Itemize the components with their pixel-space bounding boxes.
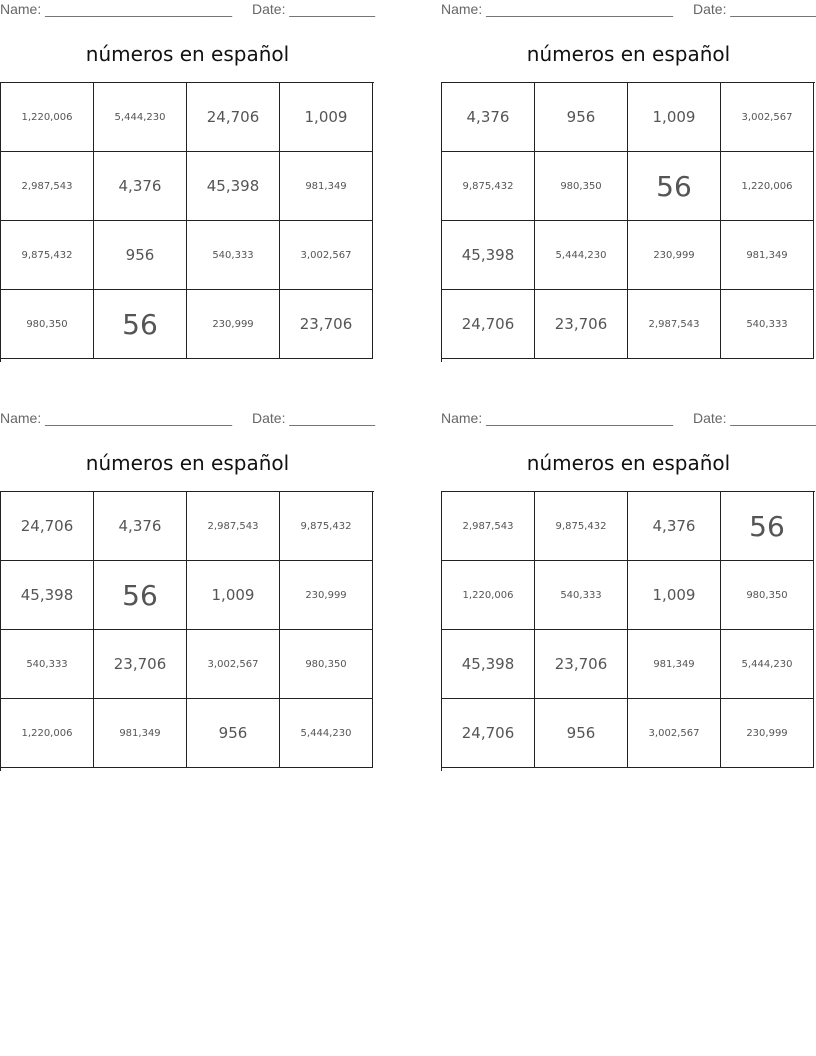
name-field: Name: ________________________	[441, 1, 673, 17]
name-field: Name: ________________________	[441, 410, 673, 426]
grid-cell: 3,002,567	[280, 221, 373, 290]
card-header	[0, 410, 375, 430]
grid-cell: 9,875,432	[442, 152, 535, 221]
card-title: números en español	[526, 451, 731, 475]
number-grid	[441, 82, 815, 362]
grid-cell: 2,987,543	[628, 290, 721, 359]
grid-cell: 981,349	[280, 152, 373, 221]
grid-cell: 45,398	[442, 221, 535, 290]
date-field: Date: ___________	[252, 1, 375, 17]
date-field: Date: ___________	[693, 410, 816, 426]
grid-cell: 56	[628, 152, 721, 221]
grid-cell: 1,009	[628, 561, 721, 630]
grid-cell: 5,444,230	[280, 699, 373, 768]
grid-cell: 540,333	[1, 630, 94, 699]
grid-cell: 45,398	[1, 561, 94, 630]
grid-cell: 2,987,543	[442, 492, 535, 561]
grid-cell: 4,376	[442, 83, 535, 152]
grid-cell: 980,350	[535, 152, 628, 221]
card-header	[441, 410, 816, 430]
grid-cell: 980,350	[280, 630, 373, 699]
number-grid	[0, 82, 374, 362]
grid-cell: 45,398	[442, 630, 535, 699]
number-grid	[441, 491, 815, 771]
grid-cell: 230,999	[721, 699, 814, 768]
grid-cell: 956	[94, 221, 187, 290]
grid-cell: 3,002,567	[721, 83, 814, 152]
grid-cell: 956	[535, 699, 628, 768]
grid-cell: 2,987,543	[1, 152, 94, 221]
card-title: números en español	[85, 451, 290, 475]
grid-cell: 23,706	[280, 290, 373, 359]
grid-cell: 540,333	[187, 221, 280, 290]
grid-cell: 45,398	[187, 152, 280, 221]
grid-cell: 981,349	[94, 699, 187, 768]
grid-cell: 230,999	[187, 290, 280, 359]
grid-cell: 24,706	[187, 83, 280, 152]
grid-cell: 56	[94, 561, 187, 630]
date-field: Date: ___________	[693, 1, 816, 17]
grid-cell: 3,002,567	[628, 699, 721, 768]
grid-cell: 1,220,006	[442, 561, 535, 630]
card-title: números en español	[526, 42, 731, 66]
grid-cell: 980,350	[1, 290, 94, 359]
grid-cell: 23,706	[535, 630, 628, 699]
grid-cell: 956	[187, 699, 280, 768]
card-header	[441, 1, 816, 21]
grid-cell: 4,376	[94, 492, 187, 561]
grid-cell: 1,009	[187, 561, 280, 630]
grid-cell: 56	[721, 492, 814, 561]
card-header	[0, 1, 375, 21]
grid-cell: 540,333	[535, 561, 628, 630]
date-field: Date: ___________	[252, 410, 375, 426]
grid-cell: 56	[94, 290, 187, 359]
grid-cell: 540,333	[721, 290, 814, 359]
grid-cell: 9,875,432	[535, 492, 628, 561]
name-field: Name: ________________________	[0, 1, 232, 17]
grid-cell: 981,349	[628, 630, 721, 699]
grid-cell: 24,706	[442, 290, 535, 359]
name-field: Name: ________________________	[0, 410, 232, 426]
grid-cell: 230,999	[628, 221, 721, 290]
grid-cell: 956	[535, 83, 628, 152]
grid-cell: 1,009	[628, 83, 721, 152]
grid-cell: 1,220,006	[721, 152, 814, 221]
grid-cell: 3,002,567	[187, 630, 280, 699]
grid-cell: 1,009	[280, 83, 373, 152]
grid-cell: 24,706	[1, 492, 94, 561]
number-grid	[0, 491, 374, 771]
grid-cell: 4,376	[628, 492, 721, 561]
grid-cell: 5,444,230	[721, 630, 814, 699]
grid-cell: 230,999	[280, 561, 373, 630]
grid-cell: 1,220,006	[1, 83, 94, 152]
grid-cell: 4,376	[94, 152, 187, 221]
grid-cell: 24,706	[442, 699, 535, 768]
grid-cell: 23,706	[535, 290, 628, 359]
grid-cell: 5,444,230	[94, 83, 187, 152]
grid-cell: 980,350	[721, 561, 814, 630]
card-title: números en español	[85, 42, 290, 66]
grid-cell: 2,987,543	[187, 492, 280, 561]
grid-cell: 9,875,432	[280, 492, 373, 561]
grid-cell: 5,444,230	[535, 221, 628, 290]
grid-cell: 1,220,006	[1, 699, 94, 768]
grid-cell: 9,875,432	[1, 221, 94, 290]
grid-cell: 981,349	[721, 221, 814, 290]
grid-cell: 23,706	[94, 630, 187, 699]
